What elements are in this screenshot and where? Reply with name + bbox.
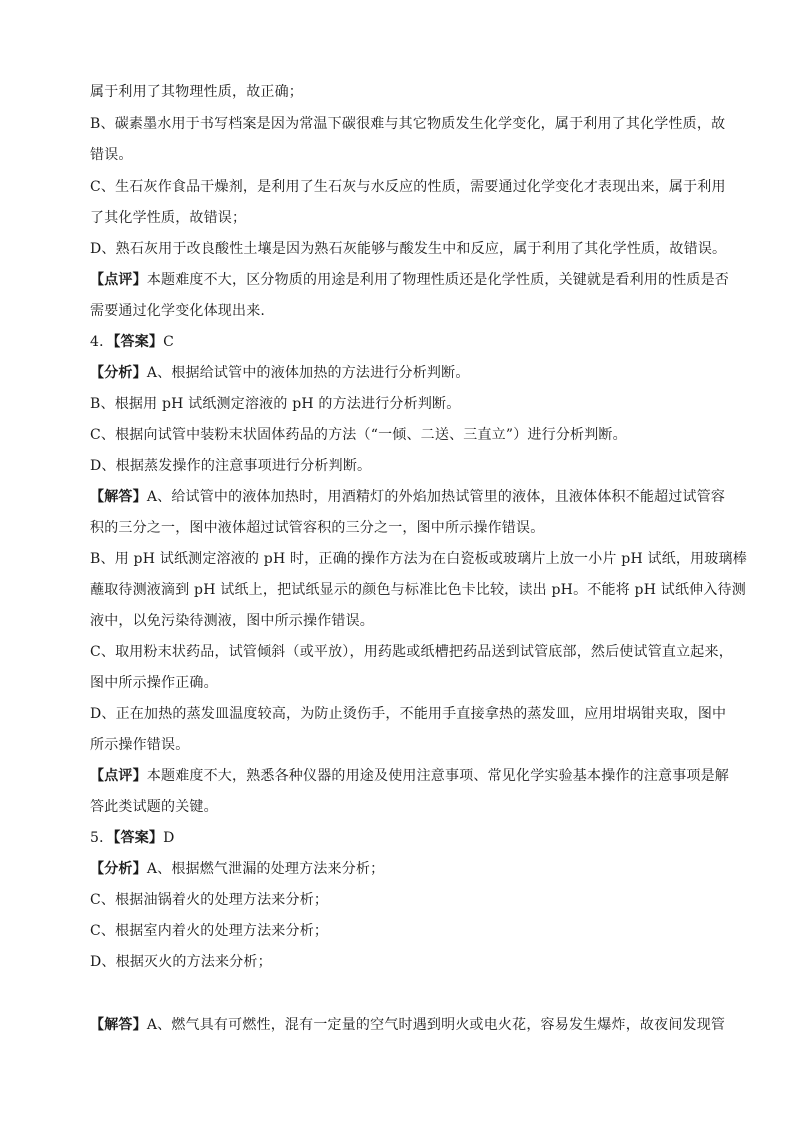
text-line	[90, 302, 730, 320]
text-line	[90, 519, 730, 537]
text-line	[90, 612, 730, 630]
comment-tag: 【点评】	[90, 768, 147, 784]
answer-tag: 【答案】	[113, 830, 164, 846]
solution-line	[90, 1016, 730, 1034]
line-text: 错误。	[90, 147, 133, 163]
analysis-tag: 【分析】	[90, 861, 147, 877]
text-line	[90, 953, 730, 971]
line-text: C、根据向试管中装粉末状固体药品的方法（“一倾、二送、三直立”）进行分析判断。	[90, 427, 627, 443]
text-line	[90, 395, 730, 413]
line-text: A、根据燃气泄漏的处理方法来分析；	[146, 861, 385, 877]
line-text: 本题难度不大，熟悉各种仪器的用途及使用注意事项、常见化学实验基本操作的注意事项是解	[146, 768, 730, 784]
text-line	[90, 457, 730, 475]
line-text: 图中所示操作正确。	[90, 675, 218, 691]
line-text: 所示操作错误。	[90, 737, 190, 753]
text-line	[90, 643, 733, 661]
line-text: A、给试管中的液体加热时，用酒精灯的外焰加热试管里的液体，且液体体积不能超过试管容	[146, 489, 726, 505]
line-text: 积的三分之一，图中液体超过试管容积的三分之一，图中所示操作错误。	[90, 520, 545, 536]
answer-line-5	[90, 829, 730, 847]
line-text: 蘸取待测液滴到 pH 试纸上，把试纸显示的颜色与标准比色卡比较，读出 pH。不能将 pH 试纸伸入待测	[90, 582, 746, 598]
line-text: 液中，以免污染待测液，图中所示操作错误。	[90, 613, 374, 629]
text-line	[90, 922, 730, 940]
text-line	[90, 178, 730, 196]
line-text: B、碳素墨水用于书写档案是因为常温下碳很难与其它物质发生化学变化，属于利用了其化学性质，故	[90, 116, 726, 132]
answer-value: C	[163, 334, 175, 350]
line-text: 了其化学性质，故错误；	[90, 210, 247, 226]
text-line	[90, 705, 730, 723]
text-line	[90, 736, 730, 754]
line-text: C、根据油锅着火的处理方法来分析；	[90, 892, 329, 908]
line-text: C、生石灰作食品干燥剂，是利用了生石灰与水反应的性质，需要通过化学变化才表现出来，属于利用	[90, 179, 726, 195]
answer-line-4	[90, 333, 730, 351]
solution-tag: 【解答】	[90, 1017, 147, 1033]
text-line	[90, 240, 730, 258]
text-line	[90, 798, 730, 816]
comment-line	[90, 767, 730, 785]
line-text: D、正在加热的蒸发皿温度较高，为防止烫伤手，不能用手直接拿热的蒸发皿，应用坩埚钳夹取，图中	[90, 706, 727, 722]
comment-tag: 【点评】	[90, 272, 147, 288]
line-text: 答此类试题的关键。	[90, 799, 218, 815]
text-line	[90, 115, 730, 133]
comment-line	[90, 271, 730, 289]
line-text: C、根据室内着火的处理方法来分析；	[90, 923, 329, 939]
solution-line	[90, 488, 730, 506]
question-number: 4．	[90, 334, 114, 350]
analysis-line	[90, 860, 730, 878]
analysis-tag: 【分析】	[90, 365, 147, 381]
solution-tag: 【解答】	[90, 489, 147, 505]
line-text: A、燃气具有可燃性，混有一定量的空气时遇到明火或电火花，容易发生爆炸，故夜间发现管	[146, 1017, 726, 1033]
text-line	[90, 674, 730, 692]
line-text: D、熟石灰用于改良酸性土壤是因为熟石灰能够与酸发生中和反应，属于利用了其化学性质，故错误。	[90, 241, 727, 257]
line-text: D、根据灭火的方法来分析；	[90, 954, 272, 970]
line-text: 本题难度不大，区分物质的用途是利用了物理性质还是化学性质，关键就是看利用的性质是否	[146, 272, 730, 288]
analysis-line	[90, 364, 730, 382]
text-line	[90, 146, 730, 164]
line-text: D、根据蒸发操作的注意事项进行分析判断。	[90, 458, 372, 474]
line-text: C、取用粉末状药品，试管倾斜（或平放），用药匙或纸槽把药品送到试管底部，然后使试管直立起来，	[90, 644, 733, 660]
answer-tag: 【答案】	[113, 334, 164, 350]
line-text: B、根据用 pH 试纸测定溶液的 pH 的方法进行分析判断。	[90, 396, 461, 412]
line-text: 需要通过化学变化体现出来.	[90, 303, 266, 319]
text-line	[90, 891, 730, 909]
text-line	[90, 209, 730, 227]
question-number: 5．	[90, 830, 114, 846]
answer-value: D	[163, 830, 175, 846]
text-line	[90, 83, 730, 101]
text-line	[90, 550, 747, 568]
line-text: A、根据给试管中的液体加热的方法进行分析判断。	[146, 365, 470, 381]
line-text: B、用 pH 试纸测定溶液的 pH 时，正确的操作方法为在白瓷板或玻璃片上放一小片 pH 试纸，用玻璃棒	[90, 551, 747, 567]
text-line	[90, 581, 746, 599]
line-text: 属于利用了其物理性质，故正确；	[90, 84, 303, 100]
text-line	[90, 426, 730, 444]
